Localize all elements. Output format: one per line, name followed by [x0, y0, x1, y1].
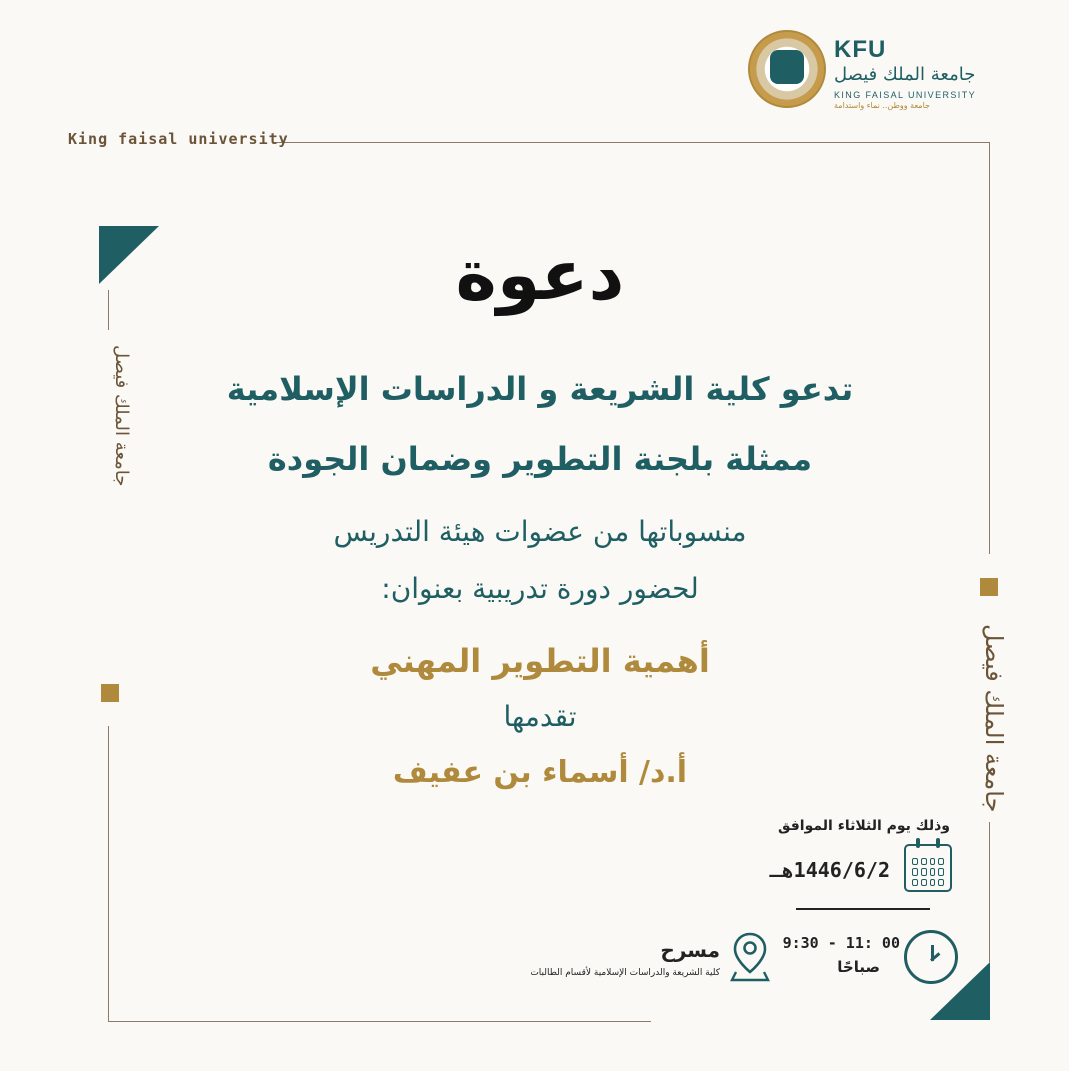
- kfu-logo: [748, 30, 988, 112]
- frame-left-line: [108, 726, 109, 1022]
- presenter-name: أ.د/ أسماء بن عفيف: [392, 755, 688, 790]
- decor-square-right: [980, 578, 998, 596]
- side-text-left: جامعة الملك فيصل: [111, 345, 132, 487]
- invitation-line3: منسوباتها من عضوات هيئة التدريس: [333, 515, 747, 548]
- invitation-heading: دعوة: [455, 234, 625, 316]
- side-text-right: جامعة الملك فيصل: [980, 624, 1008, 813]
- course-title: أهمية التطوير المهني: [370, 642, 710, 680]
- event-date: 1446/6/2هـ: [769, 858, 890, 882]
- brand-text: King faisal university: [68, 130, 289, 148]
- university-seal-icon: [748, 30, 826, 108]
- event-venue: مسرح: [660, 938, 720, 962]
- event-venue-detail: كلية الشريعة والدراسات الإسلامية لأقسام الطالبات: [530, 968, 720, 978]
- event-period: صباحًا: [837, 958, 880, 976]
- date-underline: [796, 908, 930, 910]
- location-pin-icon: [730, 930, 770, 982]
- frame-right-upper-line: [989, 142, 990, 554]
- invitation-line4: لحضور دورة تدريبية بعنوان:: [381, 572, 699, 605]
- event-time: 9:30 - 11: 00: [782, 934, 900, 952]
- frame-right-lower-line: [989, 822, 990, 962]
- invitation-line2: ممثلة بلجنة التطوير وضمان الجودة: [267, 440, 813, 478]
- logo-tagline: جامعة ووطن.. نماء واستدامة: [834, 101, 930, 110]
- calendar-icon: [904, 844, 952, 892]
- clock-icon: [904, 930, 958, 984]
- presented-by: تقدمها: [503, 700, 577, 733]
- logo-abbr: KFU: [834, 36, 887, 63]
- frame-bottom-line: [108, 1021, 651, 1022]
- decor-square-left: [101, 684, 119, 702]
- frame-left-upper-line: [108, 290, 109, 330]
- event-day: وذلك يوم الثلاثاء الموافق: [778, 818, 950, 834]
- logo-name-en: KING FAISAL UNIVERSITY: [834, 90, 976, 100]
- invitation-line1: تدعو كلية الشريعة و الدراسات الإسلامية: [226, 370, 854, 408]
- logo-name-ar: جامعة الملك فيصل: [834, 64, 976, 85]
- frame-top-line: [272, 142, 990, 143]
